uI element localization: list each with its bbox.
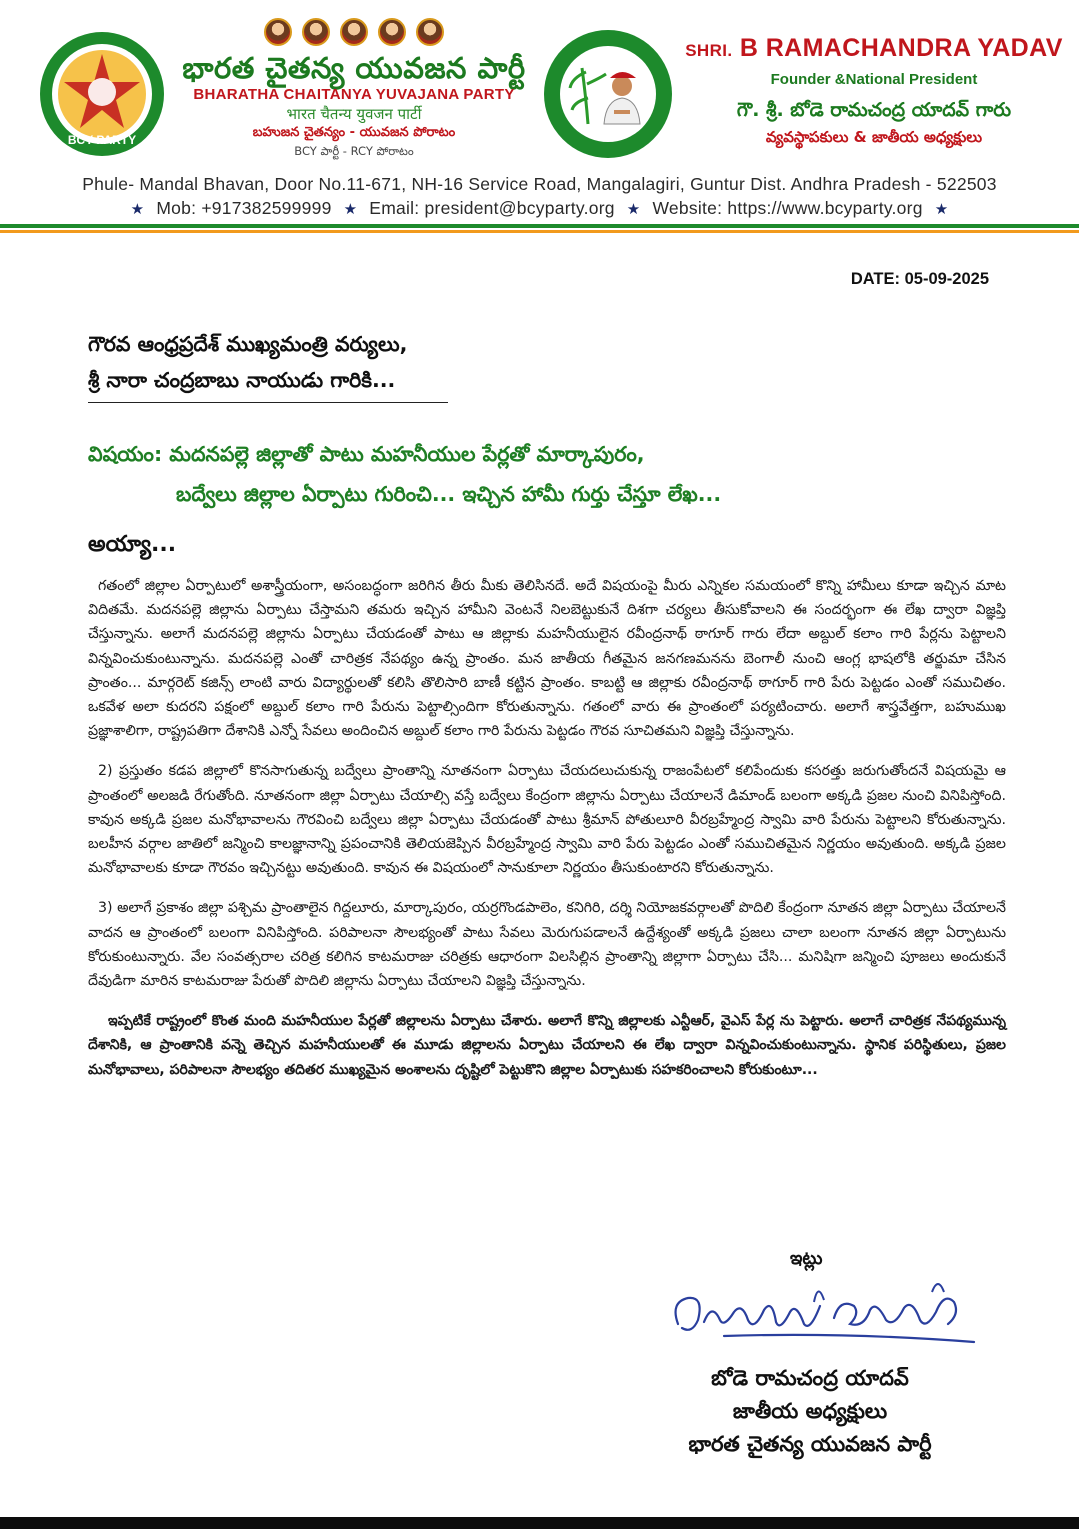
office-address: Phule- Mandal Bhavan, Door No.11-671, NH-16 Service Road, Mangalagiri, Guntur Dist. Andhra Pradesh - 522503 — [82, 174, 997, 194]
salutation: అయ్యా... — [88, 532, 177, 557]
letter-body — [88, 574, 1006, 1098]
bcy-party-logo — [38, 30, 166, 158]
letter-date: DATE: 05-09-2025 — [850, 270, 989, 288]
star-icon: ★ — [934, 200, 949, 218]
party-subtitle: BCY పార్టీ - RCY పోరాటం — [294, 144, 414, 158]
leader-portrait — [416, 18, 444, 46]
logo-left-text: BCY PARTY — [67, 133, 137, 147]
party-name-hindi: भारत चैतन्य युवजन पार्टी — [286, 105, 422, 123]
handwritten-signature — [664, 1262, 984, 1354]
president-name: B RAMACHANDRA YADAV — [739, 34, 1063, 62]
party-slogan: బహుజన చైతన్యం - యువజన పోరాటం — [252, 125, 456, 140]
leader-portrait — [264, 18, 292, 46]
president-role-telugu: వ్యవస్థాపకులు & జాతీయ అధ్యక్షులు — [765, 128, 983, 146]
leader-portrait — [378, 18, 406, 46]
signatory-party: భారత చైతన్య యువజన పార్టీ — [688, 1432, 932, 1456]
letterhead — [0, 0, 1079, 240]
mobile-number: Mob: +917382599999 — [156, 198, 332, 218]
subject-line-1: విషయం: మదనపల్లె జిల్లాతో పాటు మహనీయుల పేర్లతో మార్కాపురం, — [88, 442, 645, 466]
president-prefix: SHRI. — [685, 41, 733, 60]
party-name-telugu: భారత చైతన్య యువజన పార్టీ — [182, 51, 526, 85]
party-name-english: BHARATHA CHAITANYA YUVAJANA PARTY — [193, 86, 515, 103]
contact-line — [0, 198, 1079, 219]
president-block — [684, 32, 1064, 149]
subject — [88, 434, 1008, 514]
leader-portraits — [172, 18, 536, 46]
signatory-name: బోడె రామచంద్ర యాదవ్ — [711, 1366, 909, 1390]
signatory-block — [640, 1362, 980, 1461]
addressee-line-2: శ్రీ నారా చంద్రబాబు నాయుడు గారికి... — [88, 368, 396, 392]
addressee — [88, 326, 448, 403]
divider-orange — [0, 230, 1079, 233]
leader-portrait — [302, 18, 330, 46]
paragraph-2: 2) ప్రస్తుతం కడప జిల్లాలో కొనసాగుతున్న బద్వేలు ప్రాంతాన్ని నూతనంగా ఏర్పాటు చేయదలుచుకున్న రాజంపేటలో కలిపేందుకు కసరత్తు జరుగుతోందనే విషయమై ఆ ప్రాంతంలో అలజడి రేగుతోంది. నూతనంగా జిల్లా ఏర్పాటు చేయాల్సి వస్తే బద్వేలు కేంద్రంగా జిల్లాను ఏర్పాటు చేయాలనే డిమాండ్ బలంగా అక్కడి ప్రజల నుంచి వినిపిస్తోంది. కావున అక్కడి ప్రజల మనోభావాలను గౌరవించి బద్వేలు జిల్లా ఏర్పాటు చేయడంతో పాటు శ్రీమాన్ పోతులూరి వీరబ్రహ్మేంద్ర స్వామి వారి పేరును పెట్టాలని కోరుతున్నాను. బలహీన వర్గాల జాతిలో జన్మించి కాలజ్ఞానాన్ని ప్రపంచానికి తెలియజెప్పిన వీరబ్రహ్మేంద్ర స్వామి వారి పేరు పెట్టడం ఎంతో సముచితమైన నిర్ణయం అవుతుంది. అక్కడి ప్రజల మనోభావాలకు కూడా గౌరవం ఇచ్చినట్టు అవుతుంది. కావున ఈ విషయంలో సానుకూలా నిర్ణయం తీసుకుంటారని కోరుతున్నాను. — [88, 763, 1006, 877]
subject-line-2: బద్వేలు జిల్లాల ఏర్పాటు గురించి... ఇచ్చిన హామీ గుర్తు చేస్తూ లేఖ... — [176, 482, 722, 506]
star-icon: ★ — [130, 200, 145, 218]
footer-bar — [0, 1517, 1079, 1529]
addressee-line-1: గౌరవ ఆంధ్రప్రదేశ్ ముఖ్యమంత్రి వర్యులు, — [88, 332, 408, 356]
website-address: Website: https://www.bcyparty.org — [652, 198, 923, 218]
paragraph-final: ఇప్పటికే రాష్ట్రంలో కొంత మంది మహనీయుల పేర్లతో జిల్లాలను ఏర్పాటు చేశారు. అలాగే కొన్ని జిల్లాలకు ఎన్టీఆర్, వైఎస్ పేర్ల ను పెట్టారు. అలాగే చారిత్రక నేపథ్యమున్న దేశానికి, ఆ ప్రాంతానికి వన్నె తెచ్చిన మహనీయులతో ఈ మూడు జిల్లాలను ఏర్పాటు చేయాలని ఈ లేఖ ద్వారా విన్నవించుకుంటున్నాను. స్థానిక పరిస్థితులు, ప్రజల మనోభావాలు, పరిపాలనా సౌలభ్యం తదితర ముఖ్యమైన అంశాలను దృష్టిలో పెట్టుకొని జిల్లాల ఏర్పాటుకు సహకరించాలని కోరుకుంటూ... — [88, 1013, 1006, 1078]
closing: ఇట్లు — [790, 1248, 823, 1269]
president-name-english — [684, 32, 1064, 67]
paragraph-1: గతంలో జిల్లాల ఏర్పాటులో అశాస్త్రీయంగా, అసంబద్ధంగా జరిగిన తీరు మీకు తెలిసినదే. అదే విషయంపై మీరు ఎన్నికల సమయంలో కొన్ని హామీలు కూడా ఇచ్చిన మాట విదితమే. మదనపల్లె జిల్లాను ఏర్పాటు చేస్తామని తమరు ఇచ్చిన హామీని వెంటనే నిలబెట్టుకునే దిశగా చర్యలు తీసుకోవాలని ఈ సందర్భంగా ఈ లేఖ ద్వారా విజ్ఞప్తి చేస్తున్నాను. అలాగే మదనపల్లె జిల్లాను ఏర్పాటు చేయడంతో పాటు ఆ జిల్లాకు మహనీయులైన రవీంద్రనాథ్ ఠాగూర్ గారు లేదా అబ్దుల్ కలాం గారి పేర్లను పెట్టాలని విన్నవించుకుంటున్నాను. మదనపల్లె ఎంతో చారిత్రక నేపథ్యం ఉన్న ప్రాంతం. మన జాతీయ గీతమైన జనగణమనను బెంగాలీ నుంచి ఆంగ్ల భాషలోకి తర్జుమా చేసిన ప్రాంతం... మార్గరెట్ కజిన్స్ లాంటి వారు విద్యార్థులతో కలిసి తొలిసారి బాణీ కట్టిన ప్రాంతం. కాబట్టి ఆ జిల్లాకు రవీంద్రనాథ్ ఠాగూర్ గారి పేరు పెట్టడం ఎంతో సముచితం. ఒకవేళ అలా కుదరని పక్షంలో అబ్దుల్ కలాం గారి పేరును పెట్టాల్సిందిగా కోరుతున్నాను. గతంలో వారు ఈ ప్రాంతంలో పర్యటించారు. అలాగే శాస్త్రవేత్తగా, బహుముఖ ప్రజ్ఞాశాలిగా, రాష్ట్రపతిగా దేశానికి ఎన్నో సేవలు అందించిన అబ్దుల్ కలాం గారి పేరును పెట్టడం గౌరవ సూచితమని విజ్ఞప్తి చేస్తున్నాను. — [88, 578, 1006, 740]
party-emblem-logo — [542, 28, 674, 160]
leader-portrait — [340, 18, 368, 46]
star-icon: ★ — [626, 200, 641, 218]
signatory-role: జాతీయ అధ్యక్షులు — [732, 1399, 888, 1423]
star-icon: ★ — [343, 200, 358, 218]
email-address: Email: president@bcyparty.org — [369, 198, 615, 218]
president-role-english: Founder &National President — [770, 71, 978, 88]
president-name-telugu: గౌ. శ్రీ. బోడె రామచంద్ర యాదవ్ గారు — [736, 99, 1012, 121]
party-block — [172, 18, 536, 160]
paragraph-3: 3) అలాగే ప్రకాశం జిల్లా పశ్చిమ ప్రాంతాలైన గిద్దలూరు, మార్కాపురం, యర్రగొండపాలెం, కనిగిరి, దర్శి నియోజకవర్గాలతో పొదిలి కేంద్రంగా నూతన జిల్లా ఏర్పాటు చేయాలనే వాదన ఆ ప్రాంతంలో బలంగా వినిపిస్తోంది. పరిపాలనా సౌలభ్యంతో పాటు సేవలు మెరుగుపడాలనే ఉద్దేశ్యంతో అక్కడి ప్రజలు చాలా బలంగా నూతన జిల్లా ఏర్పాటును కోరుకుంటున్నారు. వేల సంవత్సరాల చరిత్ర కలిగిన కాటమరాజు చరిత్రకు ఆధారంగా విలసిల్లిన ప్రాంతాన్ని జిల్లాగా ఏర్పాటు చేసి... మనిషిగా జన్మించి పూజలు అందుకునే దేవుడిగా మారిన కాటమరాజు పేరుతో పొదిలి జిల్లాను ఏర్పాటు చేయాలని విజ్ఞప్తి చేస్తున్నాను. — [88, 900, 1006, 990]
